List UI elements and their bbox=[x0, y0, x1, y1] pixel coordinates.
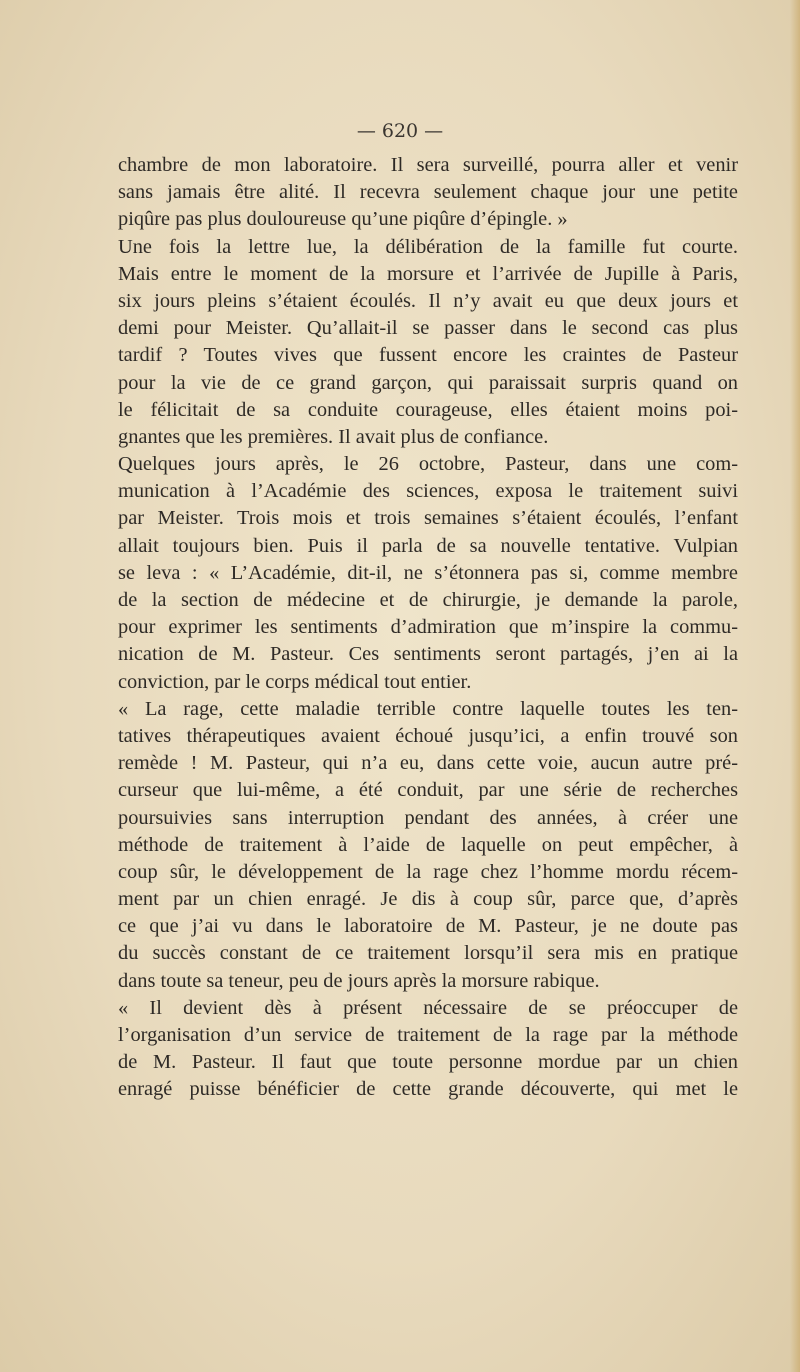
text-line: munication à l’Académie des sciences, exposa le traitement suivi bbox=[118, 480, 738, 503]
text-line: curseur que lui-même, a été conduit, par une série de recherches bbox=[118, 779, 738, 802]
text-line: six jours pleins s’étaient écoulés. Il n’y avait eu que deux jours et bbox=[118, 289, 738, 312]
text-line: dans toute sa teneur, peu de jours après la morsure rabique. bbox=[118, 969, 600, 992]
page-edge-shadow bbox=[790, 0, 800, 1372]
text-line: poursuivies sans interruption pendant des années, à créer une bbox=[118, 806, 738, 829]
text-line: Quelques jours après, le 26 octobre, Pasteur, dans une com- bbox=[118, 453, 738, 476]
text-line: allait toujours bien. Puis il parla de sa nouvelle tentative. Vulpian bbox=[118, 534, 738, 557]
text-line: ment par un chien enragé. Je dis à coup sûr, parce que, d’après bbox=[118, 888, 738, 911]
text-line: coup sûr, le développement de la rage chez l’homme mordu récem- bbox=[118, 860, 738, 883]
text-line: conviction, par le corps médical tout entier. bbox=[118, 670, 472, 693]
text-line: méthode de traitement à l’aide de laquelle on peut empêcher, à bbox=[118, 833, 738, 856]
text-line: de la section de médecine et de chirurgie, je demande la parole, bbox=[118, 589, 738, 611]
text-line: nication de M. Pasteur. Ces sentiments seront partagés, j’en ai la bbox=[118, 643, 738, 666]
text-line: gnantes que les premières. Il avait plus de confiance. bbox=[118, 425, 549, 448]
text-line: Mais entre le moment de la morsure et l’arrivée de Jupille à Paris, bbox=[118, 262, 738, 285]
text-line: sans jamais être alité. Il recevra seulement chaque jour une petite bbox=[118, 181, 738, 204]
text-line: chambre de mon laboratoire. Il sera surveillé, pourra aller et venir bbox=[118, 154, 738, 176]
text-line: ce que j’ai vu dans le laboratoire de M. Pasteur, je ne doute pas bbox=[118, 915, 738, 938]
text-line: tardif ? Toutes vives que fussent encore les craintes de Pasteur bbox=[118, 344, 738, 367]
text-line: du succès constant de ce traitement lorsqu’il sera mis en pratique bbox=[118, 942, 738, 965]
text-line: « Il devient dès à présent nécessaire de se préoccuper de bbox=[118, 996, 738, 1019]
text-line: se leva : « L’Académie, dit-il, ne s’étonnera pas si, comme membre bbox=[118, 561, 738, 584]
page-number: — 620 — bbox=[356, 120, 444, 142]
text-line: « La rage, cette maladie terrible contre laquelle toutes les ten- bbox=[118, 697, 738, 720]
text-line: par Meister. Trois mois et trois semaines s’étaient écoulés, l’enfant bbox=[118, 507, 738, 530]
text-line: tatives thérapeutiques avaient échoué jusqu’ici, a enfin trouvé son bbox=[118, 724, 738, 747]
text-line: piqûre pas plus douloureuse qu’une piqûre d’épingle. » bbox=[118, 208, 568, 231]
text-line: enragé puisse bénéficier de cette grande découverte, qui met le bbox=[118, 1078, 738, 1101]
text-line: pour exprimer les sentiments d’admiration que m’inspire la commu- bbox=[118, 616, 738, 639]
text-line: remède ! M. Pasteur, qui n’a eu, dans cette voie, aucun autre pré- bbox=[118, 752, 738, 775]
text-line: de M. Pasteur. Il faut que toute personne mordue par un chien bbox=[118, 1051, 738, 1074]
text-line: pour la vie de ce grand garçon, qui paraissait surpris quand on bbox=[118, 371, 738, 394]
body-text bbox=[118, 152, 738, 1104]
text-line: le félicitait de sa conduite courageuse, elles étaient moins poi- bbox=[118, 398, 738, 421]
text-line: l’organisation d’un service de traitement de la rage par la méthode bbox=[118, 1024, 738, 1046]
text-line: Une fois la lettre lue, la délibération de la famille fut courte. bbox=[118, 235, 738, 258]
text-line: demi pour Meister. Qu’allait-il se passer dans le second cas plus bbox=[118, 317, 738, 340]
